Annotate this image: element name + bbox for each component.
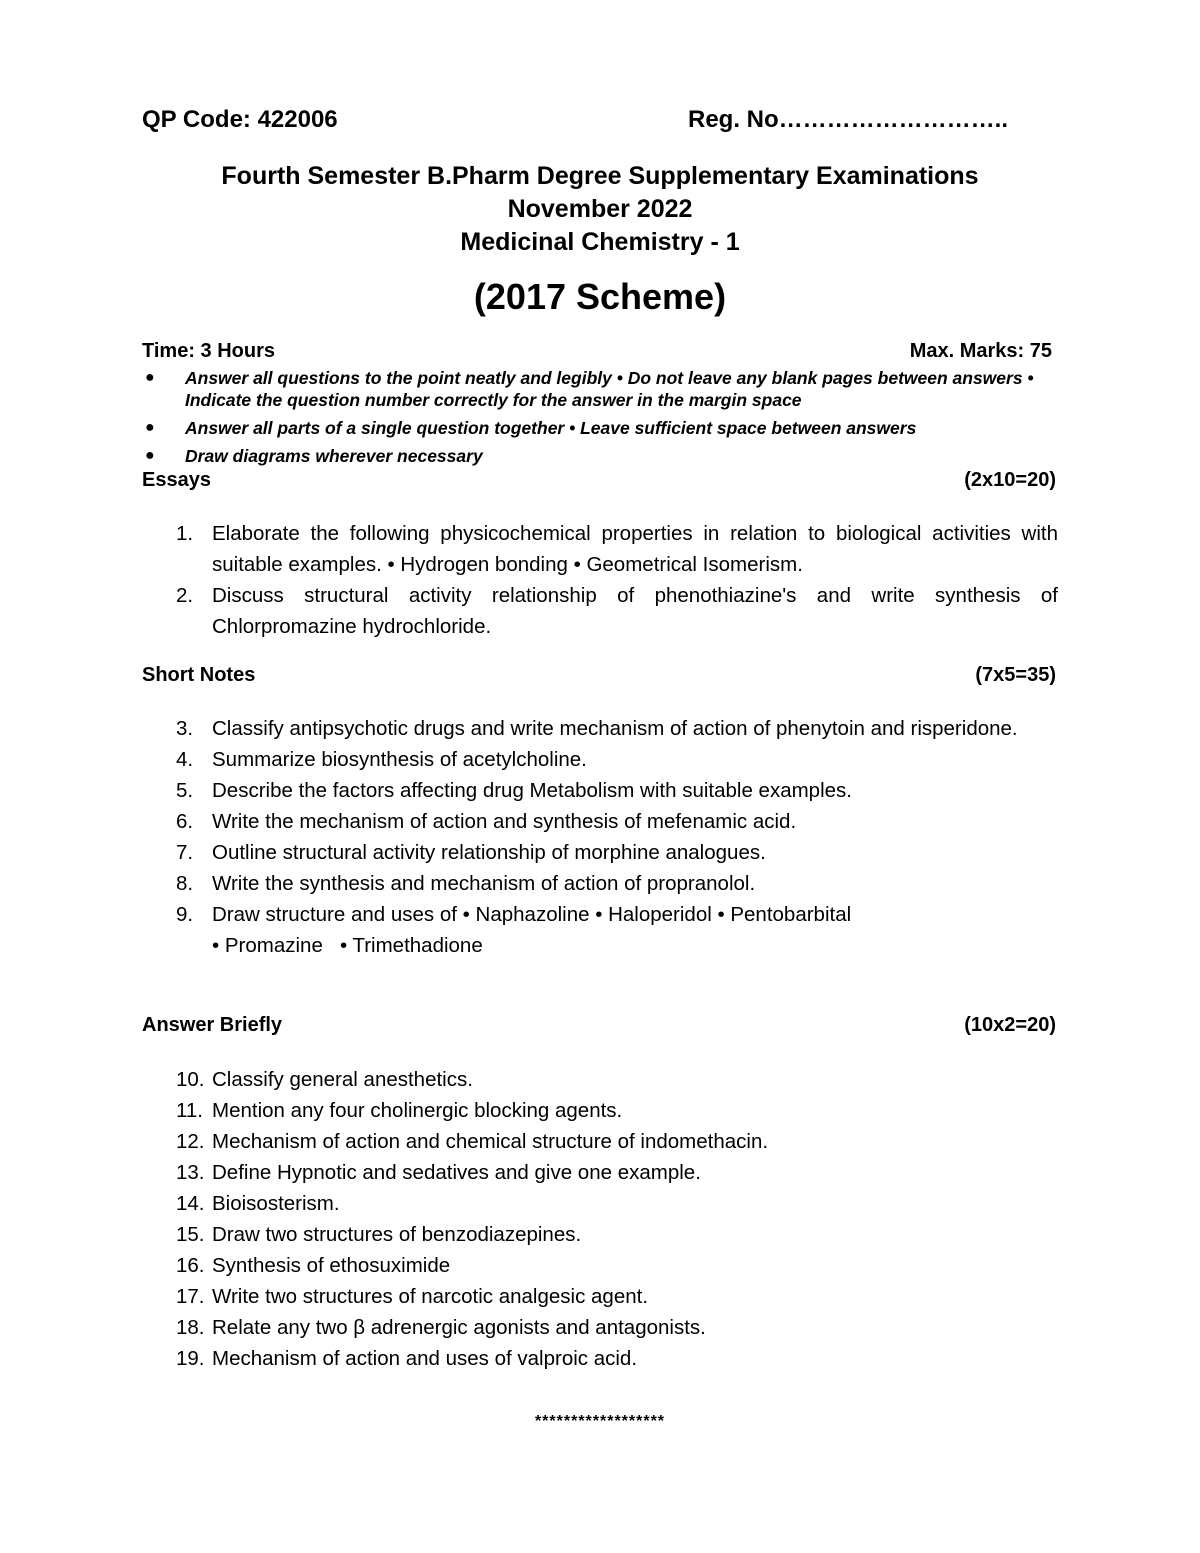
question-text: Draw two structures of benzodiazepines. xyxy=(212,1223,582,1246)
question-number: 1. xyxy=(176,522,194,545)
section-marks: (7x5=35) xyxy=(975,664,1056,686)
instruction-item xyxy=(145,417,1060,439)
question-number: 11. xyxy=(176,1099,203,1122)
question-number: 4. xyxy=(176,748,194,771)
instruction-text: Draw diagrams wherever necessary xyxy=(185,446,483,466)
question-number: 14. xyxy=(176,1192,205,1215)
question-item xyxy=(142,899,1058,961)
scheme-label: (2017 Scheme) xyxy=(473,276,727,317)
section-title: Essays xyxy=(142,469,211,491)
question-number: 13. xyxy=(176,1161,205,1184)
question-number: 5. xyxy=(176,779,194,802)
question-number: 6. xyxy=(176,810,194,833)
question-text: Mechanism of action and uses of valproic acid. xyxy=(212,1347,638,1370)
question-text: Draw structure and uses of • Naphazoline • Haloperidol • Pentobarbital xyxy=(212,903,852,926)
short-notes-heading xyxy=(142,664,1056,692)
question-text: Synthesis of ethosuximide xyxy=(212,1254,451,1277)
instruction-text: Answer all parts of a single question together • Leave sufficient space between answers xyxy=(185,418,917,438)
question-number: 10. xyxy=(176,1068,205,1091)
question-text: Mention any four cholinergic blocking agents. xyxy=(212,1099,623,1122)
question-text: Elaborate the following physicochemical properties in relation to biological activities with suitable examples. • Hydrogen bonding • Geometrical Isomerism. xyxy=(212,522,1058,576)
question-number: 18. xyxy=(176,1316,205,1339)
question-item xyxy=(142,1343,1058,1374)
question-number: 12. xyxy=(176,1130,205,1153)
end-of-paper-marker: ****************** xyxy=(534,1413,666,1430)
question-item xyxy=(142,868,1058,899)
question-item xyxy=(142,580,1058,642)
question-item xyxy=(142,1064,1058,1095)
section-marks: (10x2=20) xyxy=(964,1014,1056,1036)
reg-no: Reg. No……………………….. xyxy=(688,106,1009,133)
question-item xyxy=(142,1157,1058,1188)
question-item xyxy=(142,775,1058,806)
question-number: 8. xyxy=(176,872,194,895)
essays-heading xyxy=(142,469,1056,497)
question-item xyxy=(142,518,1058,580)
question-text: Summarize biosynthesis of acetylcholine. xyxy=(212,748,587,771)
question-text: Relate any two β adrenergic agonists and antagonists. xyxy=(212,1316,706,1339)
question-text: Classify general anesthetics. xyxy=(212,1068,473,1091)
subject-title: Medicinal Chemistry - 1 xyxy=(460,228,740,256)
question-item xyxy=(142,1312,1058,1343)
question-text: Bioisosterism. xyxy=(212,1192,340,1215)
question-text: Write the synthesis and mechanism of action of propranolol. xyxy=(212,872,756,895)
exam-title: Fourth Semester B.Pharm Degree Supplementary Examinations xyxy=(221,162,979,190)
question-text: Classify antipsychotic drugs and write mechanism of action of phenytoin and risperidone. xyxy=(212,717,1018,740)
bullet-icon: ● xyxy=(145,419,155,436)
instruction-item xyxy=(145,367,1060,411)
answer-briefly-list xyxy=(142,1064,1058,1374)
section-marks: (2x10=20) xyxy=(964,469,1056,491)
section-title: Answer Briefly xyxy=(142,1014,283,1036)
question-item xyxy=(142,1250,1058,1281)
exam-date: November 2022 xyxy=(507,195,693,223)
question-item xyxy=(142,1281,1058,1312)
question-number: 19. xyxy=(176,1347,205,1370)
bullet-icon: ● xyxy=(145,369,155,386)
question-text: Describe the factors affecting drug Metabolism with suitable examples. xyxy=(212,779,852,802)
max-marks-label: Max. Marks: 75 xyxy=(909,340,1052,362)
essays-list xyxy=(142,518,1058,642)
question-item xyxy=(142,713,1058,744)
question-number: 2. xyxy=(176,584,194,607)
question-item xyxy=(142,837,1058,868)
section-title: Short Notes xyxy=(142,664,256,686)
question-item xyxy=(142,1095,1058,1126)
question-number: 9. xyxy=(176,903,194,926)
title-block xyxy=(0,160,1200,319)
question-item xyxy=(142,1188,1058,1219)
qp-code: QP Code: 422006 xyxy=(142,106,338,133)
question-item xyxy=(142,806,1058,837)
bullet-icon: ● xyxy=(145,447,155,464)
time-label: Time: 3 Hours xyxy=(142,340,275,362)
question-text: Write two structures of narcotic analgesic agent. xyxy=(212,1285,649,1308)
question-subtext: • Promazine • Trimethadione xyxy=(212,934,483,957)
question-item xyxy=(142,744,1058,775)
question-item xyxy=(142,1126,1058,1157)
question-text: Outline structural activity relationship of morphine analogues. xyxy=(212,841,766,864)
question-text: Discuss structural activity relationship of phenothiazine's and write synthesis of Chlorpromazine hydrochloride. xyxy=(212,584,1058,638)
instruction-item xyxy=(145,445,1060,467)
short-notes-list xyxy=(142,713,1058,961)
header-row xyxy=(142,106,1048,138)
instructions-list xyxy=(145,367,1060,467)
question-number: 3. xyxy=(176,717,194,740)
question-text: Write the mechanism of action and synthesis of mefenamic acid. xyxy=(212,810,797,833)
question-number: 16. xyxy=(176,1254,205,1277)
question-number: 7. xyxy=(176,841,194,864)
time-marks-row xyxy=(142,340,1052,368)
question-item xyxy=(142,1219,1058,1250)
question-number: 15. xyxy=(176,1223,205,1246)
answer-briefly-heading xyxy=(142,1014,1056,1042)
question-number: 17. xyxy=(176,1285,205,1308)
question-text: Define Hypnotic and sedatives and give one example. xyxy=(212,1161,701,1184)
instruction-text: Answer all questions to the point neatly and legibly • Do not leave any blank pages between answers • Indicate the question number correctly for the answer in the margin space xyxy=(185,368,1034,410)
question-text: Mechanism of action and chemical structure of indomethacin. xyxy=(212,1130,769,1153)
